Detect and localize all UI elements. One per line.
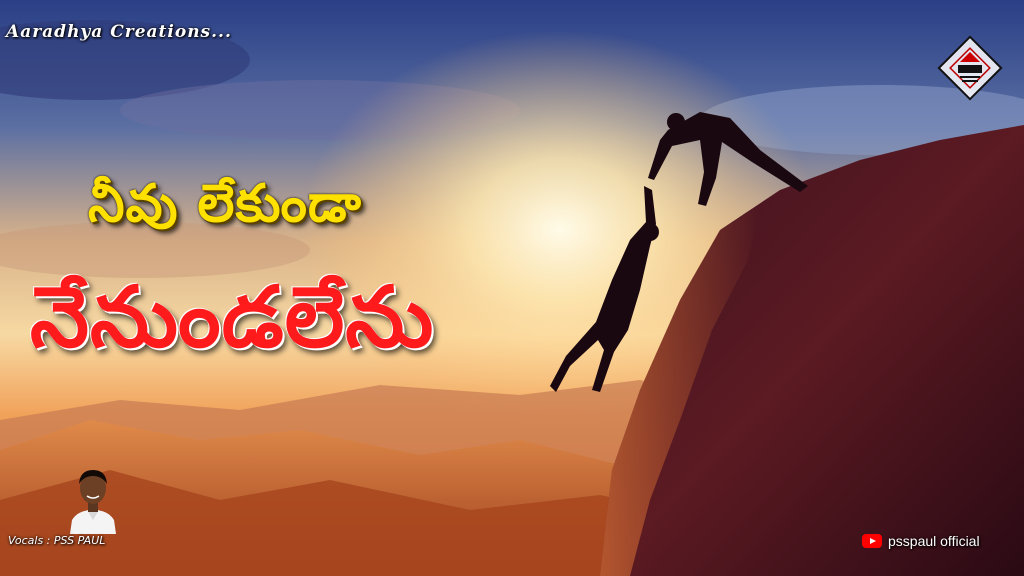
channel-name: psspaul official bbox=[888, 533, 980, 549]
song-title-line1: నీవు లేకుండా bbox=[88, 174, 362, 234]
song-title-line2: నేనుండలేను bbox=[30, 268, 435, 366]
vocals-credit: Vocals : PSS PAUL bbox=[8, 534, 106, 547]
channel-badge[interactable] bbox=[862, 533, 980, 549]
brand-watermark: Aaradhya Creations... bbox=[6, 22, 232, 42]
youtube-icon bbox=[862, 534, 882, 548]
singer-avatar bbox=[66, 462, 120, 534]
pssp-logo-icon bbox=[934, 32, 1006, 104]
